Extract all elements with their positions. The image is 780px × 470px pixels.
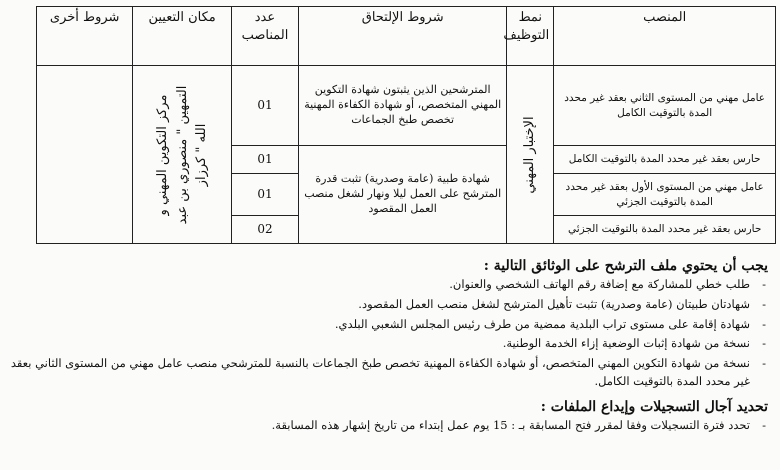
position-cell: عامل مهني من المستوى الأول بعقد غير محدد المدة بالتوقيت الجزئي bbox=[554, 174, 776, 216]
list-item bbox=[8, 417, 766, 435]
position-cell: عامل مهني من المستوى الثاني بعقد غير محدد المدة بالتوقيت الكامل bbox=[554, 66, 776, 146]
count-cell: 01 bbox=[231, 66, 298, 146]
list-item bbox=[8, 296, 766, 314]
list-item-text: نسخة من شهادة التكوين المهني المتخصص، أو شهادة الكفاءة المهنية تخصص طبخ الجماعات بالنسبة للمترشحي منصب عامل مهني من المستوى الثاني بعقد غير محدد المدة بالتوقيت الكامل. bbox=[10, 356, 750, 389]
list-item bbox=[8, 276, 766, 294]
list-item-text: شهادة إقامة على مستوى تراب البلدية ممضية من طرف رئيس المجلس الشعبي البلدي. bbox=[334, 316, 750, 331]
header-position: المنصب bbox=[554, 7, 776, 66]
recruit-mode-text: الإختبار المهني bbox=[522, 115, 538, 194]
count-cell: 02 bbox=[231, 216, 298, 244]
position-cell: حارس بعقد غير محدد المدة بالتوقيت الجزئي bbox=[554, 216, 776, 244]
count-cell: 01 bbox=[231, 146, 298, 174]
list-item bbox=[8, 316, 766, 334]
dash-bullet-icon: - bbox=[762, 296, 766, 311]
dash-bullet-icon: - bbox=[762, 316, 766, 331]
deadlines-heading: تحديد آجال التسجيلات وإيداع الملفات : bbox=[540, 398, 768, 415]
recruit-mode-cell bbox=[507, 66, 554, 244]
dash-bullet-icon: - bbox=[762, 356, 766, 371]
header-recruit-mode: نمط التوظيف bbox=[507, 7, 554, 66]
list-item bbox=[8, 335, 766, 353]
condition-cell-2: شهادة طبية (عامة وصدرية) تثبت قدرة المترشح على العمل ليلا ونهار لشغل منصب العمل المقصود bbox=[299, 146, 507, 244]
documents-list bbox=[8, 276, 768, 391]
dash-bullet-icon: - bbox=[762, 277, 766, 291]
workplace-text: مركز التكوين المهني و التمهين " منصوري بن عبد الله " كرزاز bbox=[154, 85, 209, 224]
header-posts-count: عدد المناصب bbox=[231, 7, 298, 66]
workplace-cell bbox=[133, 66, 232, 244]
header-workplace: مكان التعيين bbox=[133, 7, 232, 66]
documents-section bbox=[8, 258, 768, 437]
position-cell: حارس بعقد غير محدد المدة بالتوقيت الكامل bbox=[554, 146, 776, 174]
list-item-text: نسخة من شهادة إثبات الوضعية إزاء الخدمة الوطنية. bbox=[502, 336, 750, 351]
other-conditions-cell bbox=[37, 66, 133, 244]
table-header-row bbox=[37, 7, 776, 66]
documents-heading: يجب أن يحتوي ملف الترشح على الوثائق التالية : bbox=[483, 258, 768, 274]
list-item-text: تحدد فترة التسجيلات وفقا لمقرر فتح المسابقة بـ : 15 يوم عمل إبتداء من تاريخ إشهار هذه المسابقة. bbox=[271, 417, 750, 432]
condition-cell-1: المترشحين الذين يثبتون شهادة التكوين المهني المتخصص، أو شهادة الكفاءة المهنية تخصص طبخ الجماعات bbox=[299, 66, 507, 146]
table-row bbox=[37, 66, 776, 146]
list-item-text: طلب خطي للمشاركة مع إضافة رقم الهاتف الشخصي والعنوان. bbox=[449, 277, 750, 291]
dash-bullet-icon: - bbox=[762, 417, 766, 432]
list-item-text: شهادتان طبيتان (عامة وصدرية) تثبت تأهيل المترشح لشغل منصب العمل المقصود. bbox=[358, 296, 750, 311]
dash-bullet-icon: - bbox=[762, 336, 766, 351]
header-conditions: شروط الإلتحاق bbox=[299, 7, 507, 66]
header-other: شروط أخرى bbox=[37, 7, 133, 66]
deadlines-list bbox=[8, 417, 768, 435]
list-item bbox=[8, 355, 766, 391]
count-cell: 01 bbox=[231, 174, 298, 216]
positions-table bbox=[36, 6, 776, 244]
